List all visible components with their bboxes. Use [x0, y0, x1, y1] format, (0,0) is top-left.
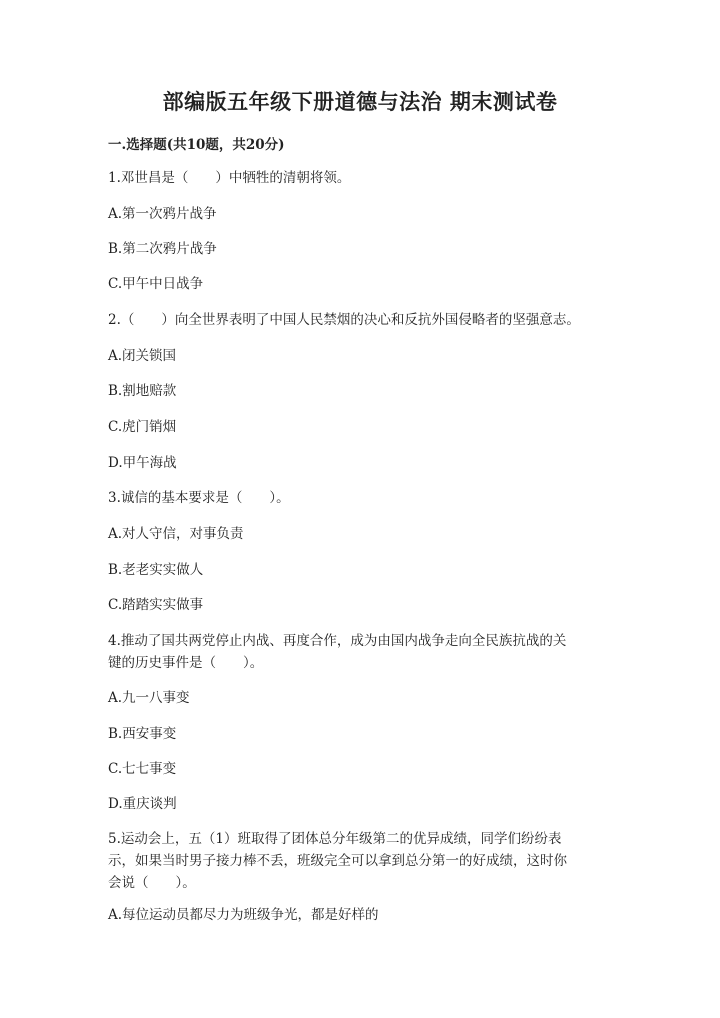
question-3-option-a: A.对人守信，对事负责	[108, 526, 244, 542]
question-3-option-b: B.老老实实做人	[108, 562, 204, 578]
question-2-option-c: C.虎门销烟	[108, 419, 177, 435]
question-3-option-c: C.踏踏实实做事	[108, 597, 204, 613]
question-5-option-a: A.每位运动员都尽力为班级争光，都是好样的	[108, 907, 379, 923]
question-2-option-d: D.甲午海战	[108, 455, 177, 471]
section-heading: 一.选择题(共10题，共20分)	[108, 137, 285, 153]
question-4-stem-line-2: 键的历史事件是（ ）。	[108, 655, 264, 671]
question-5-stem-line-1: 5.运动会上，五（1）班取得了团体总分年级第二的优异成绩，同学们纷纷表	[108, 831, 562, 847]
question-2-option-a: A.闭关锁国	[108, 348, 177, 364]
question-4-option-c: C.七七事变	[108, 761, 177, 777]
question-2-option-b: B.割地赔款	[108, 383, 177, 399]
question-4-stem-line-1: 4.推动了国共两党停止内战、再度合作，成为由国内战争走向全民族抗战的关	[108, 633, 567, 649]
question-5-stem-line-3: 会说（ ）。	[108, 875, 196, 891]
question-1-option-b: B.第二次鸦片战争	[108, 241, 217, 257]
question-4-option-d: D.重庆谈判	[108, 796, 177, 812]
question-4-option-b: B.西安事变	[108, 726, 177, 742]
question-5-stem-line-2: 示，如果当时男子接力棒不丢，班级完全可以拿到总分第一的好成绩，这时你	[108, 853, 567, 869]
question-2-stem: 2.（ ）向全世界表明了中国人民禁烟的决心和反抗外国侵略者的坚强意志。	[108, 312, 580, 328]
question-3-stem: 3.诚信的基本要求是（ ）。	[108, 490, 290, 506]
page-title: 部编版五年级下册道德与法治 期末测试卷	[162, 89, 558, 114]
question-1-option-c: C.甲午中日战争	[108, 276, 204, 292]
question-4-option-a: A.九一八事变	[108, 690, 190, 706]
question-1-option-a: A.第一次鸦片战争	[108, 206, 217, 222]
question-1-stem: 1.邓世昌是（ ）中牺牲的清朝将领。	[108, 170, 351, 186]
